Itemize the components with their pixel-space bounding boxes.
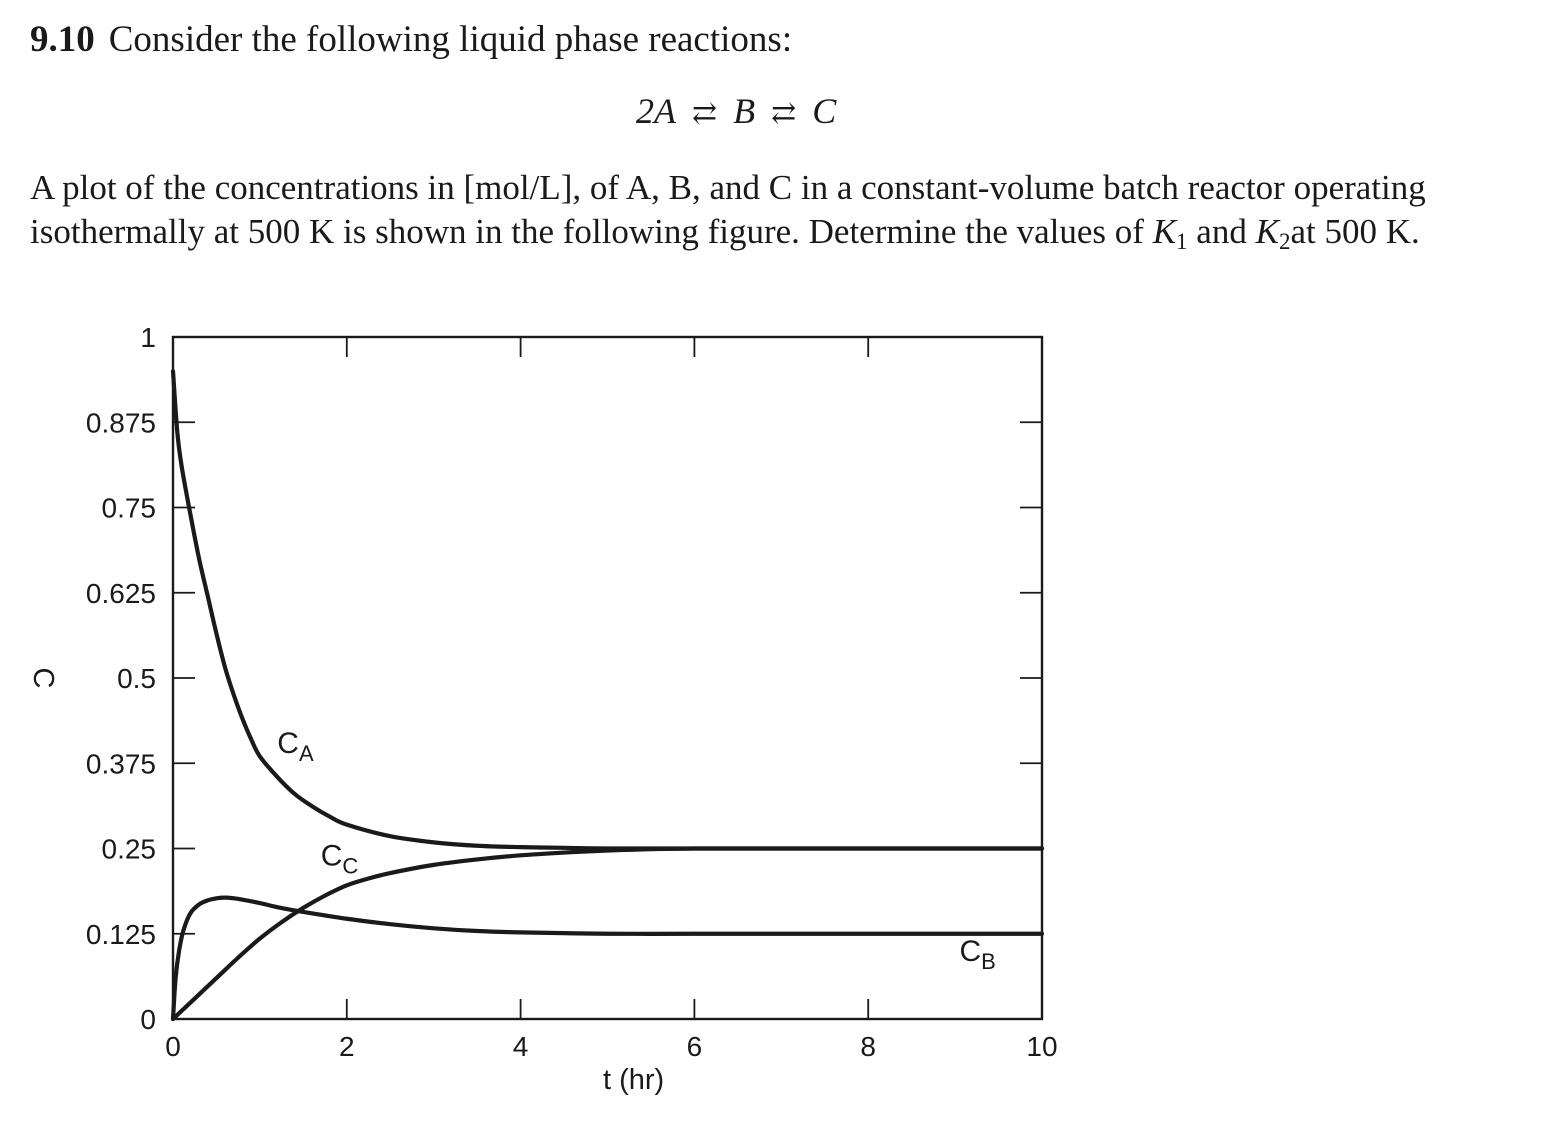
problem-header xyxy=(30,16,792,64)
k2-letter: K xyxy=(1255,212,1279,251)
series-label-cb xyxy=(959,935,995,974)
y-tick-label: 0.75 xyxy=(101,492,156,524)
chart-plot-area xyxy=(27,322,1058,1096)
k1-letter: K xyxy=(1152,212,1177,251)
y-tick-label: 0.125 xyxy=(85,918,156,950)
reaction-species-3: C xyxy=(812,91,837,131)
problem-paragraph xyxy=(30,166,1530,254)
x-tick-label: 8 xyxy=(860,1031,876,1062)
problem-number: 9.10 xyxy=(30,19,95,60)
concentration-chart xyxy=(0,300,1564,1138)
y-tick-label: 0.625 xyxy=(85,577,156,609)
reaction-species-2: B xyxy=(733,91,756,131)
series-label-ca xyxy=(277,727,314,766)
reaction-species-1: 2A xyxy=(636,91,676,131)
series-line-ca xyxy=(173,371,1042,848)
reaction-equation xyxy=(636,88,836,137)
y-tick-label: 0.5 xyxy=(117,663,156,694)
series-label-main: C xyxy=(320,839,343,873)
series-label-cc xyxy=(321,840,359,879)
x-axis-label: t (hr) xyxy=(602,1064,665,1096)
equilibrium-arrow-icon: ⇄ xyxy=(692,97,718,130)
y-tick-label: 1 xyxy=(140,322,156,353)
series-label-main: C xyxy=(277,727,299,761)
x-tick-label: 6 xyxy=(686,1031,703,1062)
x-tick-label: 2 xyxy=(339,1031,355,1062)
k1-subscript: 1 xyxy=(1176,229,1188,254)
problem-title: Consider the following liquid phase reactions: xyxy=(108,19,793,60)
x-tick-label: 4 xyxy=(512,1031,529,1062)
series-label-sub: B xyxy=(981,949,996,975)
paragraph-text-1: A plot of the concentrations in [mol/L], of A, B, and C in a constant-volume batch reactor operating isothermally at 500 K is shown in the following figure. Determine the values of xyxy=(30,168,1426,251)
y-axis-label: C xyxy=(27,667,59,689)
series-line-cb xyxy=(173,898,1042,1019)
series-label-sub: C xyxy=(342,853,359,879)
equilibrium-arrow-icon: ⇄ xyxy=(771,97,797,130)
y-tick-label: 0.375 xyxy=(85,748,156,780)
x-tick-label: 0 xyxy=(165,1031,181,1062)
y-tick-label: 0.25 xyxy=(101,833,156,865)
series-label-sub: A xyxy=(298,741,314,767)
paragraph-and-text: and xyxy=(1187,212,1256,251)
plot-frame xyxy=(173,337,1042,1019)
k2-subscript: 2 xyxy=(1278,229,1291,254)
series-label-main: C xyxy=(959,935,982,969)
y-tick-label: 0.875 xyxy=(85,407,156,439)
paragraph-text-2: at 500 K. xyxy=(1290,212,1420,251)
y-tick-label: 0 xyxy=(140,1004,156,1035)
x-tick-label: 10 xyxy=(1026,1031,1058,1062)
